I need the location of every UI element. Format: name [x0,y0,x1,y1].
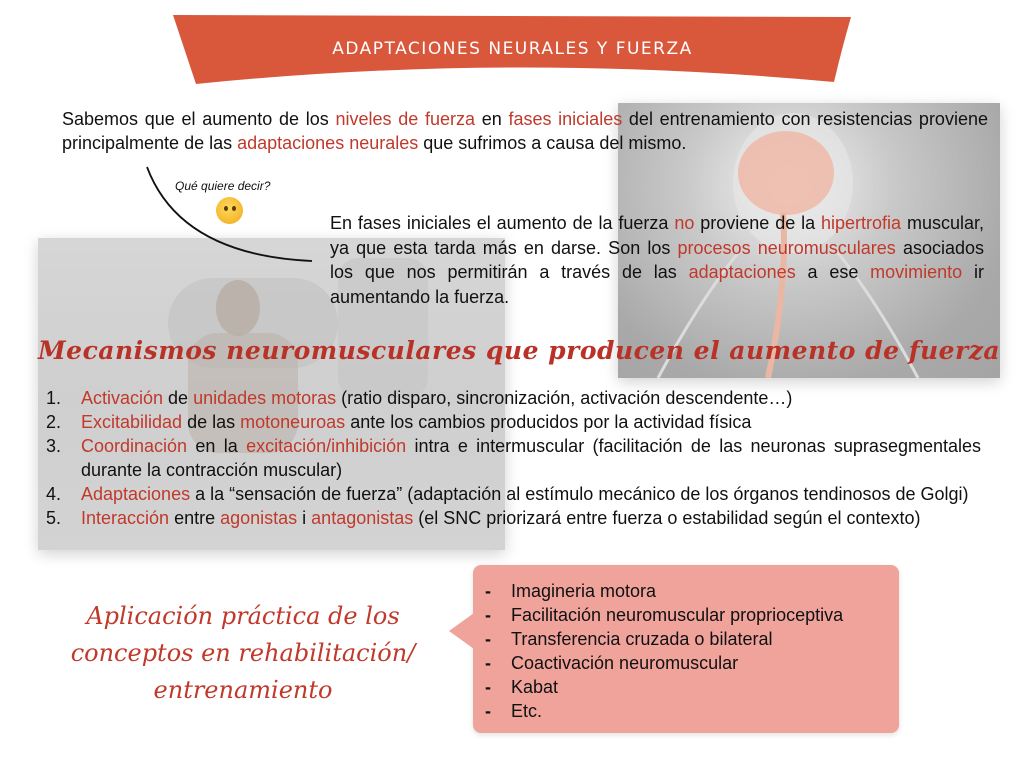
application-heading: Aplicación práctica de los conceptos en rehabilitación/ entrenamiento [70,602,416,704]
list-item: - Imagineria motora [485,581,657,601]
list-item: - Etc. [485,701,543,721]
list-item: - Transferencia cruzada o bilateral [485,629,773,649]
question-label: Qué quiere decir? [175,179,271,193]
explanation-paragraph: En fases iniciales el aumento de la fuerza no proviene de la hipertrofia muscular, ya que esta tarda más en darse. Son los procesos neuromusculares asociados los que nos permitirán a través de las adaptaciones a ese movimiento ir aumentando la fuerza. [330,213,984,307]
page-title: ADAPTACIONES NEURALES Y FUERZA [332,39,693,59]
highlight-adaptaciones-neurales: adaptaciones neurales [237,133,419,153]
list-item: - Coactivación neuromuscular [485,653,739,673]
list-item: - Kabat [485,677,559,697]
highlight-fases-iniciales: fases iniciales [508,109,623,129]
thinking-face-icon [216,197,243,224]
list-item: 1. Activación de unidades motoras (ratio disparo, sincronización, activación descendente…) [46,388,793,408]
list-item: 4. Adaptaciones a la “sensación de fuerza” (adaptación al estímulo mecánico de los órganos tendinosos de Golgi) [46,484,969,504]
list-item: 2. Excitabilidad de las motoneuroas ante los cambios producidos por la actividad física [46,412,752,432]
highlight-niveles-fuerza: niveles de fuerza [335,109,475,129]
mechanisms-heading: Mecanismos neuromusculares que producen el aumento de fuerza [38,336,1001,365]
application-callout-box [473,565,899,733]
list-item: 5. Interacción entre agonistas i antagonistas (el SNC priorizará entre fuerza o estabilidad según el contexto) [46,508,921,528]
list-item: - Facilitación neuromuscular proprioceptiva [485,605,844,625]
intro-paragraph: Sabemos que el aumento de los niveles de fuerza en fases iniciales del entrenamiento con resistencias proviene principalmente de las adaptaciones neurales que sufrimos a causa del mismo. [62,109,988,153]
callout-pointer-icon [449,613,474,649]
list-item: 3. Coordinación en la excitación/inhibición intra e intermuscular (facilitación de las neuronas suprasegmentales durante la contracción muscular) [46,436,981,480]
application-list [485,579,899,723]
title-banner [170,12,855,88]
mechanisms-list [46,386,981,530]
